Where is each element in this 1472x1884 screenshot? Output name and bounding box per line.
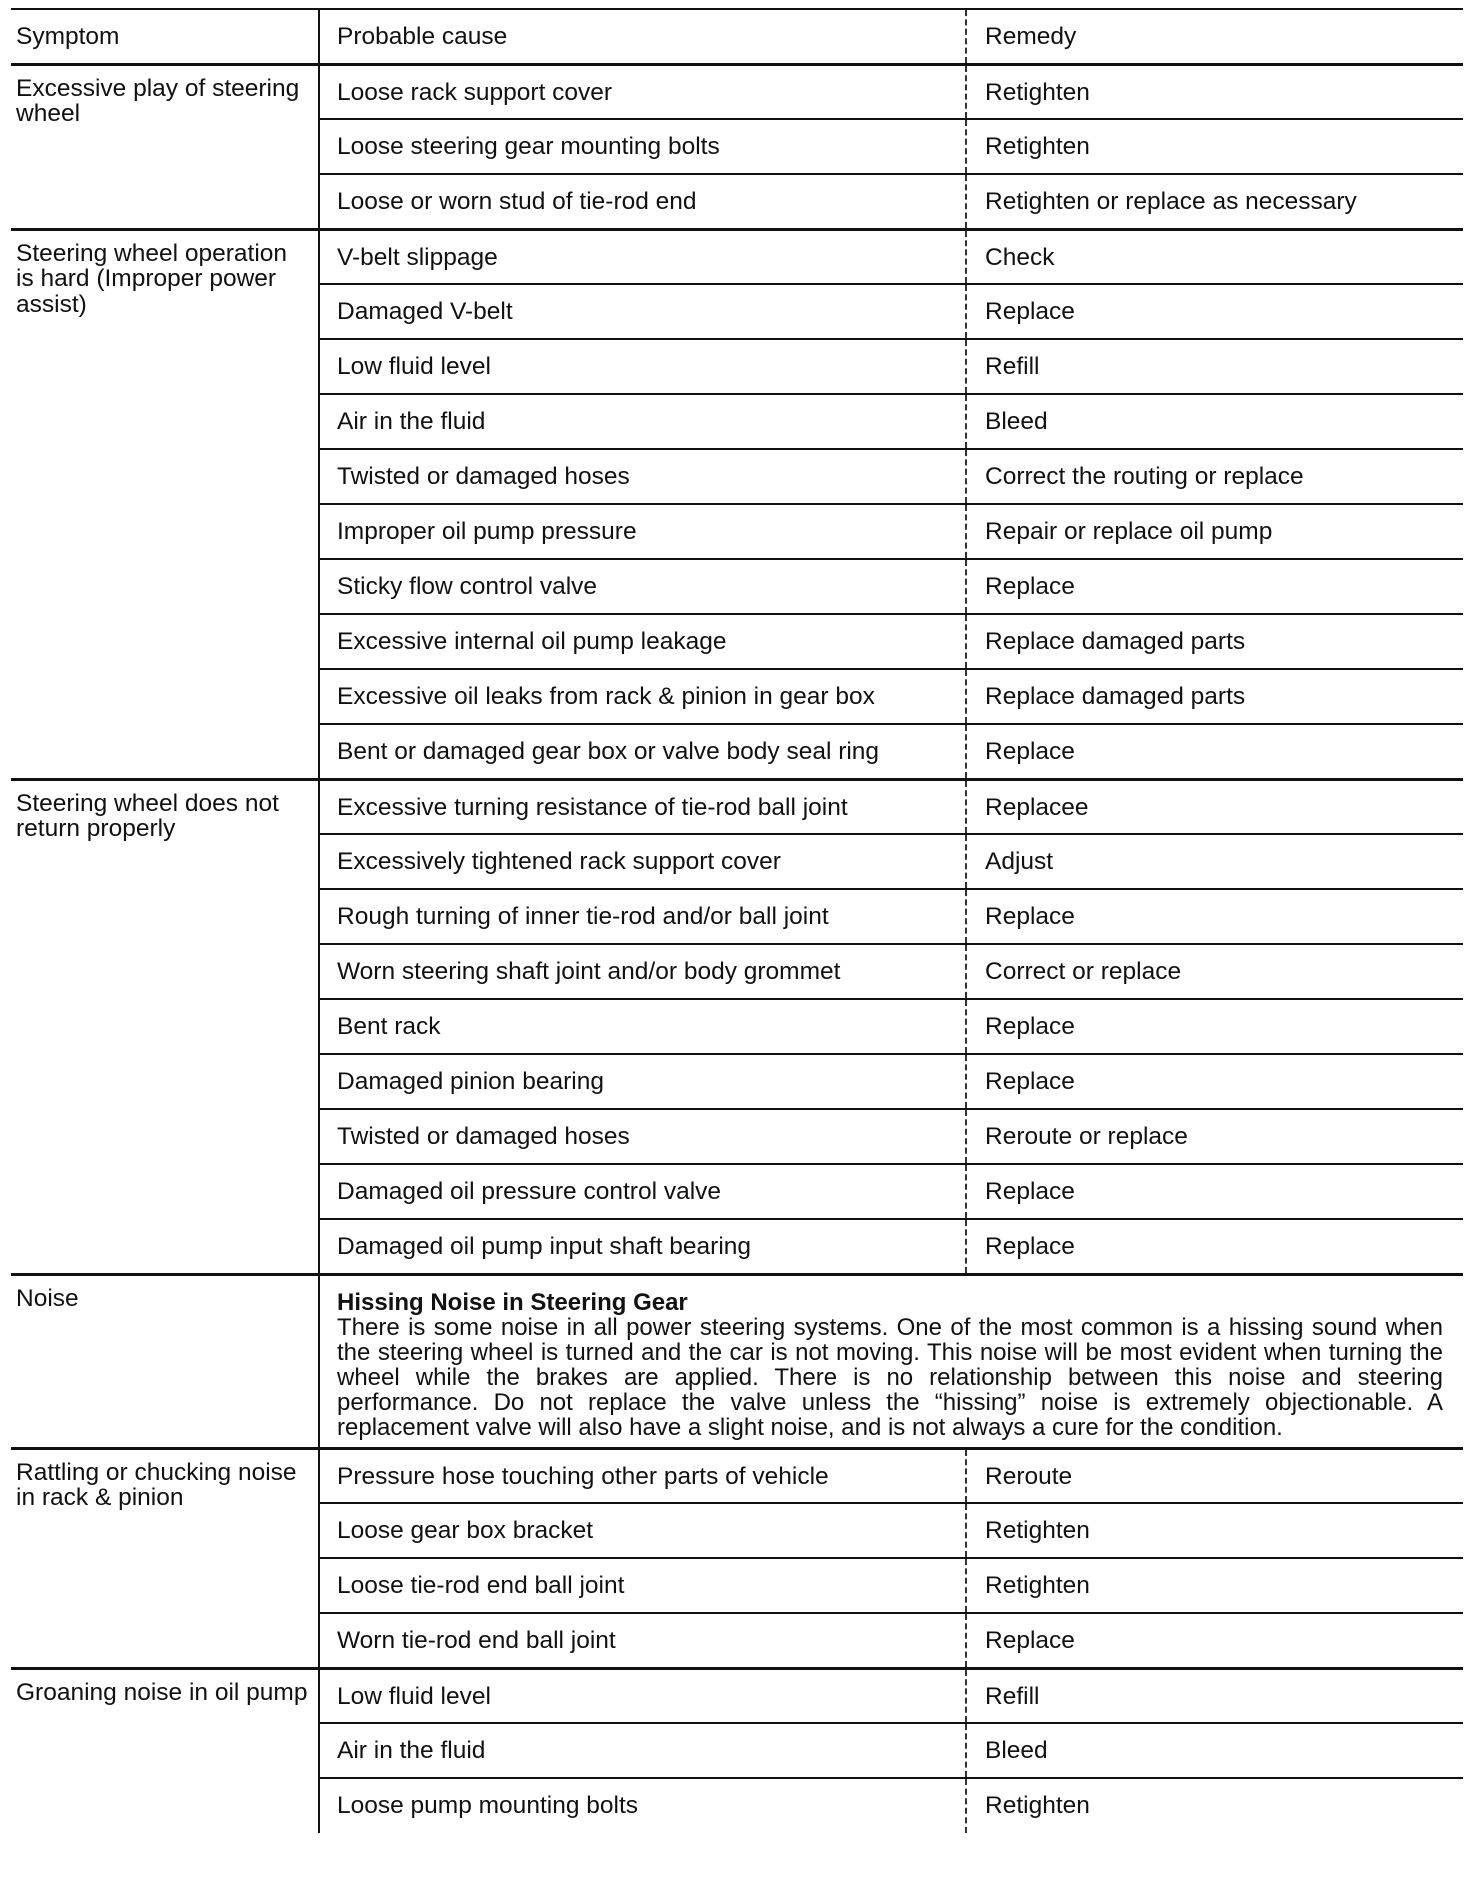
symptom-cell: Steering wheel does not return properly [11, 779, 319, 1274]
troubleshooting-table [11, 8, 1463, 1833]
table-row [11, 229, 1463, 284]
remedy-cell: Retighten or replace as necessary [966, 174, 1463, 229]
noise-row [11, 1274, 1463, 1448]
table-row [11, 64, 1463, 119]
probable-cause-cell: Improper oil pump pressure [319, 504, 966, 559]
remedy-cell: Retighten [966, 119, 1463, 174]
table-header-row [11, 9, 1463, 64]
note-text: There is some noise in all power steering systems. One of the most common is a hissing sound when the steering wheel is turned and the car is not moving. This noise will be most evident when turning the wheel while the brakes are applied. There is no relationship between this noise and steering performance. Do not replace the valve unless the “hissing” noise is extremely objectionable. A replacement valve will also have a slight noise, and is not always a cure for the condition. [337, 1313, 1443, 1442]
remedy-cell: Retighten [966, 1778, 1463, 1833]
probable-cause-cell: Loose or worn stud of tie-rod end [319, 174, 966, 229]
remedy-cell: Replace [966, 284, 1463, 339]
probable-cause-cell: Loose rack support cover [319, 64, 966, 119]
remedy-cell: Correct the routing or replace [966, 449, 1463, 504]
remedy-cell: Reroute [966, 1448, 1463, 1503]
remedy-cell: Retighten [966, 64, 1463, 119]
remedy-cell: Replace damaged parts [966, 669, 1463, 724]
remedy-cell: Refill [966, 1668, 1463, 1723]
remedy-cell: Bleed [966, 1723, 1463, 1778]
probable-cause-cell: Twisted or damaged hoses [319, 1109, 966, 1164]
probable-cause-cell: Loose steering gear mounting bolts [319, 119, 966, 174]
probable-cause-cell: Excessively tightened rack support cover [319, 834, 966, 889]
remedy-cell: Retighten [966, 1558, 1463, 1613]
table-row [11, 1448, 1463, 1503]
symptom-cell: Noise [11, 1274, 319, 1448]
remedy-cell: Bleed [966, 394, 1463, 449]
remedy-cell: Replace [966, 559, 1463, 614]
symptom-cell: Steering wheel operation is hard (Improper power assist) [11, 229, 319, 779]
probable-cause-cell: Twisted or damaged hoses [319, 449, 966, 504]
remedy-cell: Replace [966, 1164, 1463, 1219]
probable-cause-cell: Pressure hose touching other parts of vehicle [319, 1448, 966, 1503]
remedy-cell: Adjust [966, 834, 1463, 889]
probable-cause-cell: Air in the fluid [319, 1723, 966, 1778]
table-row [11, 779, 1463, 834]
remedy-cell: Replace [966, 1613, 1463, 1668]
probable-cause-cell: Excessive internal oil pump leakage [319, 614, 966, 669]
remedy-cell: Replace [966, 999, 1463, 1054]
remedy-cell: Retighten [966, 1503, 1463, 1558]
troubleshooting-table-body [11, 9, 1463, 1833]
probable-cause-cell: Damaged V-belt [319, 284, 966, 339]
probable-cause-cell: Bent or damaged gear box or valve body seal ring [319, 724, 966, 779]
remedy-cell: Refill [966, 339, 1463, 394]
probable-cause-cell: Rough turning of inner tie-rod and/or ball joint [319, 889, 966, 944]
probable-cause-cell: Excessive oil leaks from rack & pinion in gear box [319, 669, 966, 724]
remedy-cell: Replace [966, 1054, 1463, 1109]
probable-cause-cell: Sticky flow control valve [319, 559, 966, 614]
remedy-cell: Replace damaged parts [966, 614, 1463, 669]
probable-cause-cell: Damaged oil pressure control valve [319, 1164, 966, 1219]
remedy-cell: Repair or replace oil pump [966, 504, 1463, 559]
probable-cause-cell: Loose tie-rod end ball joint [319, 1558, 966, 1613]
header-remedy: Remedy [966, 9, 1463, 64]
symptom-cell: Groaning noise in oil pump [11, 1668, 319, 1833]
probable-cause-cell: Low fluid level [319, 339, 966, 394]
probable-cause-cell: V-belt slippage [319, 229, 966, 284]
remedy-cell: Correct or replace [966, 944, 1463, 999]
symptom-cell: Rattling or chucking noise in rack & pinion [11, 1448, 319, 1668]
probable-cause-cell: Damaged oil pump input shaft bearing [319, 1219, 966, 1274]
remedy-cell: Replace [966, 1219, 1463, 1274]
remedy-cell: Replacee [966, 779, 1463, 834]
probable-cause-cell: Loose gear box bracket [319, 1503, 966, 1558]
remedy-cell: Check [966, 229, 1463, 284]
symptom-cell: Excessive play of steering wheel [11, 64, 319, 229]
header-probable-cause: Probable cause [319, 9, 966, 64]
table-row [11, 1668, 1463, 1723]
probable-cause-cell: Bent rack [319, 999, 966, 1054]
probable-cause-cell: Worn steering shaft joint and/or body grommet [319, 944, 966, 999]
remedy-cell: Replace [966, 724, 1463, 779]
probable-cause-cell: Loose pump mounting bolts [319, 1778, 966, 1833]
note-title: Hissing Noise in Steering Gear [337, 1288, 688, 1316]
hissing-noise-note [319, 1274, 1463, 1448]
probable-cause-cell: Damaged pinion bearing [319, 1054, 966, 1109]
remedy-cell: Replace [966, 889, 1463, 944]
probable-cause-cell: Excessive turning resistance of tie-rod ball joint [319, 779, 966, 834]
probable-cause-cell: Low fluid level [319, 1668, 966, 1723]
header-symptom: Symptom [11, 9, 319, 64]
probable-cause-cell: Worn tie-rod end ball joint [319, 1613, 966, 1668]
probable-cause-cell: Air in the fluid [319, 394, 966, 449]
remedy-cell: Reroute or replace [966, 1109, 1463, 1164]
